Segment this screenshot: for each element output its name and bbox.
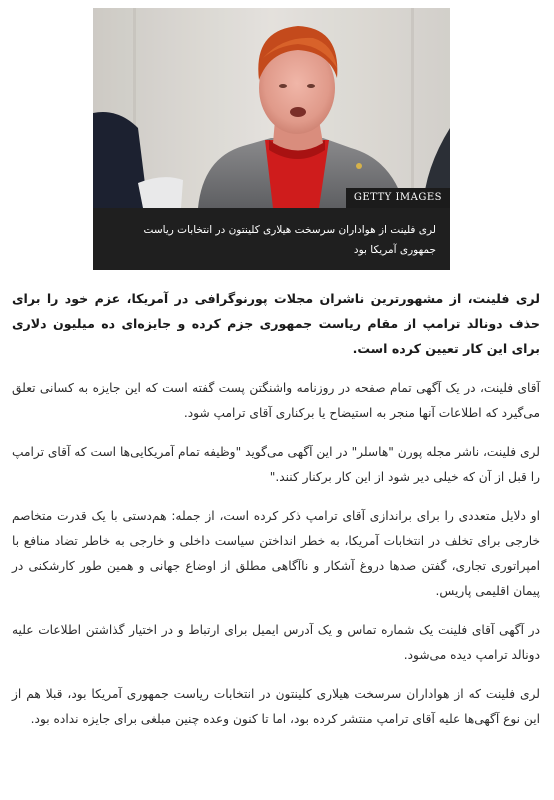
article-body [12,286,540,732]
article-lead: لری فلینت، از مشهورترین ناشران مجلات پورنوگرافی در آمریکا، عزم خود را برای حذف دونالد ترامپ از مقام ریاست جمهوری جزم کرده و جایزه‌ای ده میلیون دلاری برای این کار تعیین کرده است. [12,291,540,356]
image-credit: GETTY IMAGES [346,188,450,208]
article-paragraph: در آگهی آقای فلینت یک شماره تماس و یک آدرس ایمیل برای ارتباط و در اختیار گذاشتن اطلاعات علیه دونالد ترامپ دیده می‌شود. [12,623,540,662]
image-caption: لری فلینت از هواداران سرسخت هیلاری کلینتون در انتخابات ریاست جمهوری آمریکا بود [143,224,436,256]
article-paragraph: لری فلینت که از هواداران سرسخت هیلاری کلینتون در انتخابات ریاست جمهوری آمریکا بود، قبلا هم از این نوع آگهی‌ها علیه آقای ترامپ منتشر کرده بود، اما تا کنون وعده چنین مبلغی برای جایزه نداده بود. [12,687,540,726]
article-paragraph: آقای فلینت، در یک آگهی تمام صفحه در روزنامه واشنگتن پست گفته است که این جایزه به کسانی تعلق می‌گیرد که اطلاعات آنها منجر به استیضاح یا برکناری آقای ترامپ شود. [12,381,540,420]
article-paragraph: لری فلینت، ناشر مجله پورن "هاسلر" در این آگهی می‌گوید "وظیفه تمام آمریکایی‌ها است که آقای ترامپ را قبل از آن که خیلی دیر شود از این کار برکنار کنند." [12,445,540,484]
article-paragraph: او دلایل متعددی را برای براندازی آقای ترامپ ذکر کرده است، از جمله: هم‌دستی با یک قدرت متخاصم خارجی برای تخلف در انتخابات آمریکا، به خطر انداختن سیاست داخلی و خارجی به خاطر تضاد منافع با امپراتوری تجاری، گفتن صدها دروغ آشکار و ناآگاهی مطلق از اوضاع جهانی و همین طور کارشکنی در پیمان اقلیمی پاریس. [12,509,540,598]
portrait-image [93,8,450,208]
article-photo [93,8,450,208]
article-figure [93,8,450,270]
